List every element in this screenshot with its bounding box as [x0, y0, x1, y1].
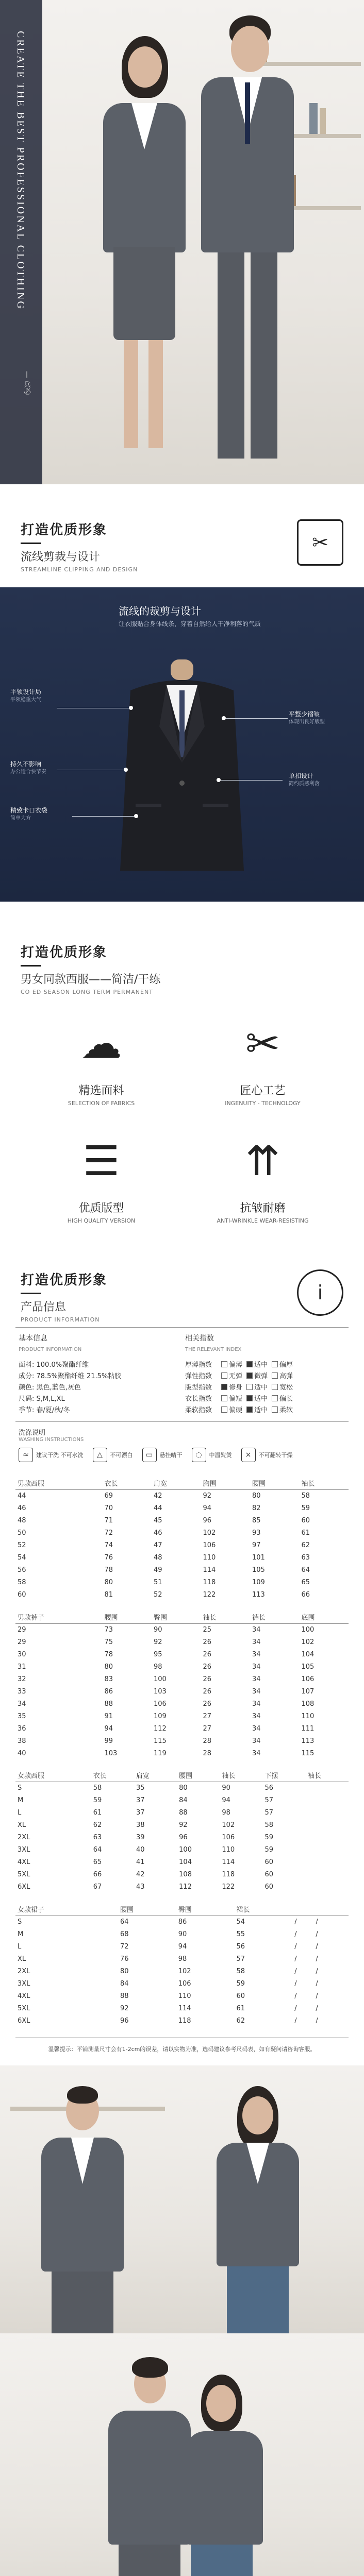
table-row: 4XL 65 41 104 114 60 — [18, 1858, 274, 1866]
index-option: 无弹 — [221, 1371, 242, 1382]
lifestyle-photo-1 — [0, 2065, 364, 2333]
table-row: 56 78 49 114 105 64 — [18, 1566, 310, 1574]
craft-brand: 打造优质形象 — [21, 522, 108, 538]
info-icon: i — [297, 1269, 343, 1316]
index-option: 偏薄 — [221, 1360, 242, 1371]
wash-item: ≈ 建议干洗 不可水洗 — [19, 1448, 84, 1462]
table-row: 40 103 119 28 34 115 — [18, 1749, 315, 1757]
index-option: 偏厚 — [272, 1360, 293, 1371]
index-option: 适中 — [246, 1360, 268, 1371]
callout-button: 单扣设计 简约质感利落 — [289, 772, 320, 787]
suit-desc: 让衣服贴合身体线条，穿着自然给人干净利落的气质 — [119, 620, 261, 628]
table-row: 60 81 52 122 113 66 — [18, 1591, 310, 1599]
lifestyle-photo-2 — [0, 2333, 364, 2576]
model-woman — [88, 31, 201, 474]
table-row: S 58 35 80 90 56 — [18, 1784, 274, 1792]
suit-mannequin — [110, 659, 254, 876]
index-option: 偏短 — [221, 1394, 242, 1405]
product-info — [0, 1327, 364, 2060]
table-row: 5XL 66 42 108 118 60 — [18, 1871, 274, 1878]
feature-fabric: ☁ 精选面料 SELECTION OF FABRICS — [21, 1010, 182, 1107]
wash-item: △ 不可漂白 — [93, 1448, 133, 1462]
table-row: 4XL 88 110 60 / / — [18, 1992, 318, 2000]
index-row: 衣长指数 偏短 适中 偏长 — [185, 1394, 345, 1405]
wash-icon: △ — [93, 1448, 107, 1462]
table-row: 54 76 48 110 101 63 — [18, 1554, 310, 1562]
callout-durable: 持久不影响 办公适合快节奏 — [10, 760, 46, 775]
table-row: L 72 94 56 / / — [18, 1942, 318, 1951]
table-row: 2XL 80 102 58 / / — [18, 1967, 318, 1975]
table-row: 46 70 44 94 82 59 — [18, 1504, 310, 1512]
wash-icon: ≈ — [19, 1448, 33, 1462]
wash-instructions: 洗涤说明 WASHING INSTRUCTIONS ≈ 建议干洗 不可水洗 △ 不可漂白 ▭ 悬挂晴干 ◌ 中温熨烫 × 不可翻转干燥 — [15, 1421, 349, 1467]
scissors-icon: ✂ — [297, 519, 343, 566]
craft-title: 流线剪裁与设计 — [21, 551, 101, 564]
table-row: 30 78 95 26 34 104 — [18, 1650, 315, 1658]
table-row: L 61 37 88 98 57 — [18, 1809, 274, 1817]
table-row: 3XL 84 106 59 / / — [18, 1979, 318, 1988]
size-table: 男款裤子 腰围 臀围 袖长 裤长 底围 29 73 90 25 34 100 29 75 92 26 34 102 30 78 95 26 34 104 31 80 98 26 34 105 32 83 100 26 34 106 33 86 103 26 34 107 34 88 106 26 34 108 35 91 109 27 34 110 36 94 112 27 34 111 38 99 115 28 34 113 40 103 119 28 34 115 — [15, 1611, 349, 1760]
craft-header — [0, 500, 364, 577]
table-row: M 68 90 55 / / — [18, 1930, 318, 1938]
index-option: 宽松 — [272, 1382, 293, 1394]
size-table: 男款西服 衣长 肩宽 胸围 腰围 袖长 44 69 42 92 80 58 46 70 44 94 82 59 48 71 45 96 85 60 50 72 46 102 93 61 52 74 47 106 97 62 54 76 48 110 101 63 56 78 49 114 105 64 58 80 51 118 109 65 60 81 52 122 113 66 — [15, 1477, 349, 1601]
index-option: 适中 — [246, 1394, 268, 1405]
callout-collar: 平领设计局 平领稳重大气 — [10, 688, 42, 703]
index-row: 版型指数 修身 适中 宽松 — [185, 1382, 345, 1394]
cotton-icon: ☁ — [80, 1019, 122, 1067]
wash-item: ◌ 中温熨烫 — [192, 1448, 232, 1462]
table-row: 2XL 63 39 96 106 59 — [18, 1834, 274, 1841]
feature-subtitle: CO ED SEASON LONG TERM PERMANENT — [21, 989, 153, 995]
size-note: 温馨提示：平铺测量尺寸会有1-2cm的误差，请以实物为准，选码建议参考尺码表，如有疑问请咨询客服。 — [15, 2037, 349, 2060]
table-row: 6XL 67 43 112 122 60 — [18, 1883, 274, 1891]
index-row: 弹性指数 无弹 微弹 高弹 — [185, 1371, 345, 1382]
table-row: 32 83 100 26 34 106 — [18, 1675, 315, 1683]
sewing-machine-icon: ✂ — [245, 1019, 280, 1067]
size-table: 女款裙子 腰围 臀围 裙长 S 64 86 54 / / M 68 90 55 / / L 72 94 56 / / XL 76 98 57 / / 2XL 80 102 58 / / 3XL 84 106 59 / / 4XL 88 110 60 / / 5XL 92 114 61 / / 6XL 96 118 62 / / — [15, 1903, 349, 2027]
table-row: 31 80 98 26 34 105 — [18, 1663, 315, 1671]
feature-brand: 打造优质形象 — [21, 945, 108, 960]
table-row: 58 80 51 118 109 65 — [18, 1579, 310, 1586]
info-subtitle: PRODUCT INFORMATION — [21, 1316, 100, 1323]
divider — [21, 1293, 41, 1294]
index-option: 适中 — [246, 1405, 268, 1416]
hero-vertical-banner — [0, 0, 42, 484]
table-row: 44 69 42 92 80 58 — [18, 1492, 310, 1500]
callout-wrinkle: 平整少褶皱 体现出良好版型 — [289, 710, 325, 725]
craft-subtitle: STREAMLINE CLIPPING AND DESIGN — [21, 566, 138, 573]
model-man — [186, 15, 309, 474]
wash-icon: ◌ — [192, 1448, 206, 1462]
wash-icon: × — [241, 1448, 256, 1462]
suit-icon: ☰ — [82, 1137, 120, 1185]
index-option: 高弹 — [272, 1371, 293, 1382]
table-row: XL 62 38 92 102 58 — [18, 1821, 274, 1829]
index-option: 适中 — [246, 1382, 268, 1394]
index-option: 柔软 — [272, 1405, 293, 1416]
table-row: 34 88 106 26 34 108 — [18, 1700, 315, 1708]
hero-vertical-sub: — 兵必 — [23, 371, 31, 395]
table-row: 52 74 47 106 97 62 — [18, 1541, 310, 1549]
suit-feature-block — [0, 587, 364, 902]
index-option: 偏硬 — [221, 1405, 242, 1416]
table-row: XL 76 98 57 / / — [18, 1955, 318, 1963]
feature-title: 男女同款西服——简洁/干练 — [21, 973, 161, 986]
feature-header — [0, 922, 364, 999]
table-row: 5XL 92 114 61 / / — [18, 2004, 318, 2012]
index-option: 微弹 — [246, 1371, 268, 1382]
table-row: 48 71 45 96 85 60 — [18, 1517, 310, 1524]
feature-grid — [0, 999, 364, 1234]
hero-photo — [0, 0, 364, 484]
wash-item: ▭ 悬挂晴干 — [142, 1448, 183, 1462]
table-row: 38 99 115 28 34 113 — [18, 1737, 315, 1745]
wash-item: × 不可翻转干燥 — [241, 1448, 293, 1462]
divider — [21, 965, 41, 967]
feature-craft: ✂ 匠心工艺 INGENUITY - TECHNOLOGY — [182, 1010, 343, 1107]
table-row: 29 73 90 25 34 100 — [18, 1625, 315, 1634]
size-table: 女款西服 衣长 肩宽 腰围 袖长 下摆 袖长 S 58 35 80 90 56 M 59 37 84 94 57 L 61 37 88 98 57 XL 62 38 92 102 58 2XL 63 39 96 106 59 3XL 64 40 100 110 59 4XL 65 41 104 114 60 5XL 66 42 108 118 60 6XL 67 43 112 122 60 — [15, 1769, 349, 1893]
info-brand: 打造优质形象 — [21, 1273, 108, 1288]
callout-pocket: 精致卡口衣袋 简单大方 — [10, 807, 48, 821]
hero-vertical-text: CREATE THE BEST PROFESSIONAL CLOTHING — [15, 31, 26, 310]
suit-title: 流线的裁剪与设计 — [119, 605, 201, 617]
feature-antiwrinkle: ⇈ 抗皱耐磨 ANTI-WRINKLE WEAR-RESISTING — [182, 1127, 343, 1224]
index-option: 偏长 — [272, 1394, 293, 1405]
table-row: 35 91 109 27 34 110 — [18, 1712, 315, 1720]
index-row: 柔软指数 偏硬 适中 柔软 — [185, 1405, 345, 1416]
index-row: 厚薄指数 偏薄 适中 偏厚 — [185, 1360, 345, 1371]
wash-icon: ▭ — [142, 1448, 157, 1462]
basic-info: 基本信息 PRODUCT INFORMATION 面料: 100.0%聚酯纤维 成分: 78.5%聚酯纤维 21.5%粘胶 颜色: 黑色,蓝色,灰色 尺码: S,M,L,XL 季节: 春/夏/秋/冬 — [19, 1334, 122, 1414]
arrows-up-icon: ⇈ — [245, 1137, 280, 1185]
feature-version: ☰ 优质版型 HIGH QUALITY VERSION — [21, 1127, 182, 1224]
index-option: 修身 — [221, 1382, 242, 1394]
table-row: M 59 37 84 94 57 — [18, 1797, 274, 1804]
divider — [21, 543, 41, 544]
info-header — [0, 1250, 364, 1327]
table-row: 6XL 96 118 62 / / — [18, 2016, 318, 2025]
table-row: 50 72 46 102 93 61 — [18, 1529, 310, 1537]
table-row: 29 75 92 26 34 102 — [18, 1638, 315, 1646]
related-index: 相关指数 THE RELEVANT INDEX 厚薄指数 偏薄 适中 偏厚 弹性指数 无弹 微弹 高弹 版型指数 修身 适中 宽松 衣长指数 偏短 适中 偏长 柔软指数 偏硬 适中 柔软 — [182, 1328, 349, 1421]
table-row: 33 86 103 26 34 107 — [18, 1687, 315, 1696]
info-title: 产品信息 — [21, 1301, 67, 1314]
table-row: S 64 86 54 / / — [18, 1918, 318, 1926]
table-row: 3XL 64 40 100 110 59 — [18, 1846, 274, 1854]
table-row: 36 94 112 27 34 111 — [18, 1724, 315, 1733]
